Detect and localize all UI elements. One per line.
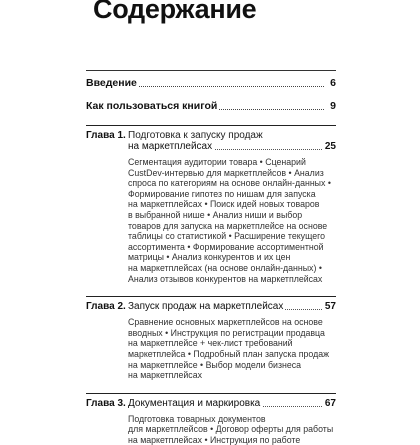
chapter-title-last-line	[128, 398, 336, 409]
chapter-list	[86, 125, 336, 445]
toc-entry-how-to-use[interactable]	[86, 100, 336, 113]
description-line: Сравнение основных маркетплейсов на основе	[128, 317, 323, 328]
description-line: в выбранной нише • Анализ ниши и выбор	[128, 209, 303, 220]
chapter-title-last-line	[128, 301, 336, 312]
table-of-contents	[86, 70, 336, 445]
top-divider	[86, 70, 336, 71]
chapter-description	[128, 317, 336, 381]
chapter-body	[128, 130, 336, 284]
description-line: вводных • Инструкция по регистрации продавца	[128, 327, 325, 338]
description-line: матрицы • Анализ конкурентов и их цен	[128, 252, 291, 263]
description-line: Анализ отзывов конкурентов на маркетплейсах	[128, 273, 323, 284]
description-line: для маркетплейсов • Договор оферты для работы	[128, 424, 334, 435]
description-line: на маркетплейсах • Инструкция по работе	[128, 434, 301, 445]
description-line: на маркетплейсе • Выбор модели бизнеса	[128, 359, 302, 370]
description-line: Подготовка товарных документов	[128, 413, 266, 424]
chapter-page: 25	[322, 141, 336, 152]
chapter-page: 57	[322, 301, 336, 312]
description-line: товаров для запуска на маркетплейсе на основе	[128, 220, 328, 231]
chapter-label: Глава 3.	[86, 397, 126, 409]
description-line: спроса по категориям на основе онлайн-данных •	[128, 178, 331, 189]
description-line: на маркетплейсах	[128, 370, 202, 381]
page-title: Содержание	[93, 0, 257, 24]
chapter-label: Глава 2.	[86, 301, 126, 313]
toc-entry-title: Введение	[86, 77, 137, 89]
description-line: маркетплейса • Подробный план запуска продаж	[128, 348, 330, 359]
chapter-page: 67	[322, 398, 336, 409]
description-line: таблицы со статистикой • Расширение текущего	[128, 231, 326, 242]
description-line: на маркетплейсах • Поиск идей новых товаров	[128, 199, 320, 210]
chapter-description	[128, 157, 336, 284]
chapter-2[interactable]	[86, 296, 336, 381]
chapter-description	[128, 414, 336, 445]
toc-entry-title: Как пользоваться книгой	[86, 100, 218, 112]
description-line: Сегментация аудитории товара • Сценарий	[128, 157, 306, 167]
chapter-title-line: на маркетплейсах	[128, 141, 213, 152]
chapter-title-line: Запуск продаж на маркетплейсах	[128, 301, 284, 313]
chapter-label: Глава 1.	[86, 130, 126, 141]
chapter-body	[128, 398, 336, 445]
chapter-body	[128, 301, 336, 381]
chapter-title-last-line	[128, 141, 336, 152]
chapter-3[interactable]	[86, 393, 336, 445]
description-line: Формирование гипотез по нишам для запуска	[128, 188, 316, 199]
description-line: CustDev-интервью для маркетплейсов • Анализ	[128, 167, 324, 178]
description-line: на маркетплейсе + чек-лист требований	[128, 338, 293, 349]
toc-entry-intro[interactable]	[86, 77, 336, 90]
toc-entry-page: 6	[327, 77, 336, 90]
chapter-title-line: Подготовка к запуску продаж	[128, 130, 263, 141]
description-line: ассортимента • Формирование ассортиментной	[128, 241, 324, 252]
chapter-1[interactable]	[86, 125, 336, 284]
chapter-title-line: Документация и маркировка	[128, 397, 261, 409]
toc-entry-page: 9	[327, 100, 336, 113]
description-line: на маркетплейсах (на основе онлайн-данных) •	[128, 262, 322, 273]
